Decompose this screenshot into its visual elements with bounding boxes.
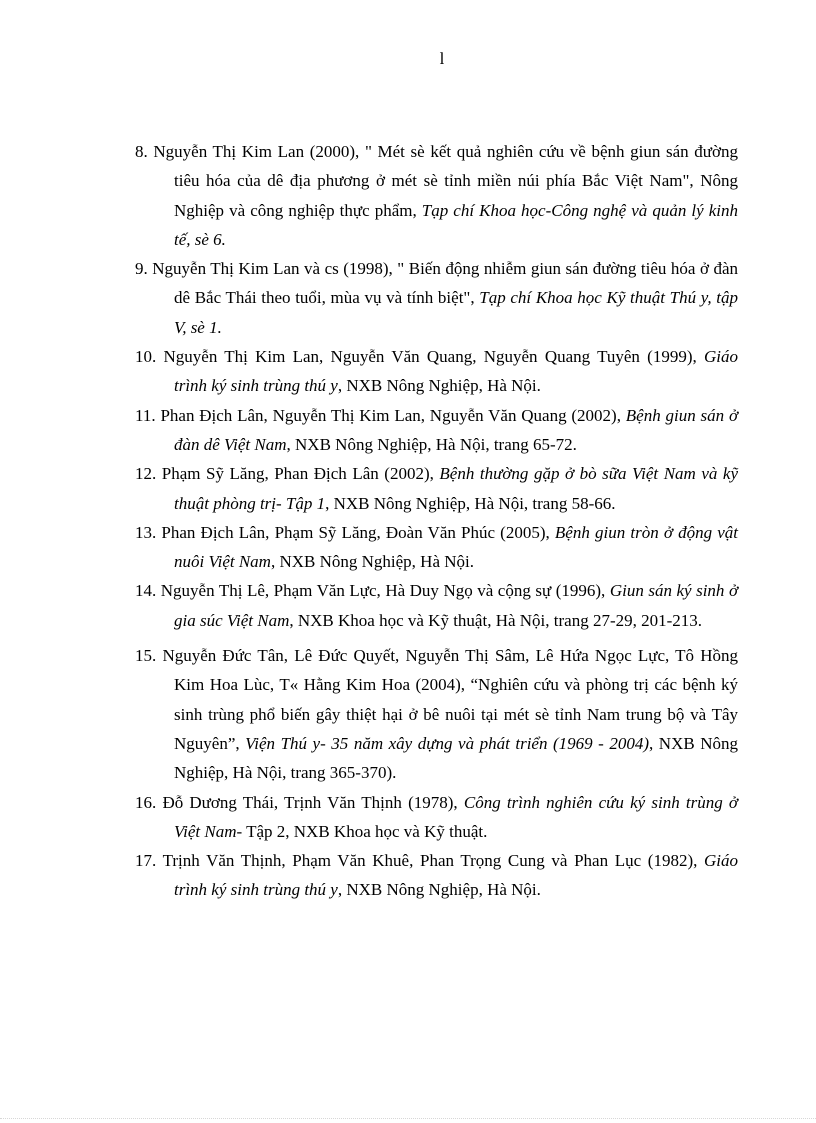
reference-publisher: , NXB Nông Nghiệp, Hà Nội.	[337, 376, 541, 396]
reference-title: Giáo trình ký sinh trùng thú y	[174, 851, 738, 900]
reference-text: Nguyễn Thị Lê, Phạm Văn Lực, Hà Duy Ngọ và cộng sự (1996),	[160, 581, 606, 601]
reference-number: 9.	[135, 259, 148, 279]
reference-item-16	[135, 788, 738, 847]
reference-text: Nguyễn Đức Tân, Lê Đức Quyết, Nguyễn Thị Sâm, Lê Hứa Ngọc Lực, Tô Hồng Kim Hoa Lùc, T« Hằng Kim Hoa (2004), “Nghiên cứu và phòng trị các bệnh ký sinh trùng phổ biến gây thiệt hại ở bê nuôi tại mét sè tỉnh Nam trung bộ và Tây Nguyên”,	[162, 646, 739, 753]
reference-number: 14.	[135, 581, 157, 601]
reference-title: Viện Thú y- 35 năm xây dựng và phát triển (1969 - 2004)	[245, 733, 650, 753]
reference-publisher: , NXB Khoa học và Kỹ thuật, Hà Nội, trang 27-29, 201-213.	[289, 610, 703, 630]
reference-number: 17.	[135, 851, 157, 871]
reference-number: 15.	[135, 646, 157, 666]
reference-title: Công trình nghiên cứu ký sinh trùng ở Việt Nam	[174, 792, 738, 841]
reference-item-17	[135, 846, 738, 905]
reference-publisher: - Tập 2, NXB Khoa học và Kỹ thuật.	[236, 821, 488, 841]
reference-number: 13.	[135, 522, 157, 542]
reference-list	[135, 137, 738, 905]
reference-number: 8.	[135, 142, 148, 161]
reference-number: 16.	[135, 792, 157, 812]
reference-title: Tạp chí Khoa học Kỹ thuật Thú y, tập V, sè 1.	[174, 288, 738, 337]
reference-title: Bệnh giun tròn ở động vật nuôi Việt Nam	[174, 522, 739, 572]
reference-number: 11.	[135, 405, 156, 425]
reference-number: 10.	[135, 347, 157, 367]
page-number: l	[439, 49, 445, 68]
reference-text: Phạm Sỹ Lăng, Phan Địch Lân (2002),	[161, 464, 434, 484]
reference-item-8	[135, 137, 738, 254]
reference-text: Trịnh Văn Thịnh, Phạm Văn Khuê, Phan Trọng Cung và Phan Lục (1982),	[162, 851, 698, 871]
reference-title: Giáo trình ký sinh trùng thú y	[174, 347, 739, 396]
reference-text: Nguyễn Thị Kim Lan, Nguyễn Văn Quang, Nguyễn Quang Tuyên (1999),	[163, 347, 697, 367]
reference-publisher: , NXB Nông Nghiệp, Hà Nội, trang 365-370).	[174, 733, 739, 783]
reference-item-14	[135, 576, 738, 635]
reference-item-11	[135, 401, 738, 460]
reference-item-9	[135, 254, 738, 342]
reference-publisher: , NXB Nông Nghiệp, Hà Nội, trang 65-72.	[286, 434, 577, 454]
reference-publisher: , NXB Nông Nghiệp, Hà Nội.	[337, 880, 541, 900]
reference-item-15	[135, 641, 738, 787]
reference-item-10	[135, 342, 738, 401]
reference-text: Phan Địch Lân, Nguyễn Thị Kim Lan, Nguyễn Văn Quang (2002),	[160, 405, 621, 425]
reference-text: Nguyễn Thị Kim Lan (2000), " Mét sè kết quả nghiên cứu về bệnh giun sán đường tiêu hóa của dê địa phương ở mét sè tỉnh miền núi phía Bắc Việt Nam", Nông Nghiệp và công nghiệp thực phẩm,	[153, 142, 738, 220]
reference-title: Tạp chí Khoa học-Công nghệ và quản lý kinh tế, sè 6.	[174, 200, 738, 249]
reference-text: Phan Địch Lân, Phạm Sỹ Lăng, Đoàn Văn Phúc (2005),	[161, 522, 550, 542]
reference-item-13	[135, 518, 738, 577]
reference-publisher: , NXB Nông Nghiệp, Hà Nội, trang 58-66.	[325, 493, 616, 513]
reference-text: Đỗ Dương Thái, Trịnh Văn Thịnh (1978),	[162, 792, 458, 812]
reference-number: 12.	[135, 464, 157, 484]
reference-text: Nguyễn Thị Kim Lan và cs (1998), " Biến động nhiễm giun sán đường tiêu hóa ở đàn dê Bắc Thái theo tuổi, mùa vụ và tính biệt",	[152, 259, 738, 308]
reference-title: Giun sán ký sinh ở gia súc Việt Nam	[174, 581, 739, 630]
reference-title: Bệnh thường gặp ở bò sữa Việt Nam và kỹ thuật phòng trị- Tập 1	[174, 464, 739, 513]
reference-item-12	[135, 459, 738, 518]
reference-publisher: , NXB Nông Nghiệp, Hà Nội.	[270, 552, 474, 572]
reference-title: Bệnh giun sán ở đàn dê Việt Nam	[174, 405, 739, 454]
page-bottom-divider	[0, 1118, 816, 1119]
